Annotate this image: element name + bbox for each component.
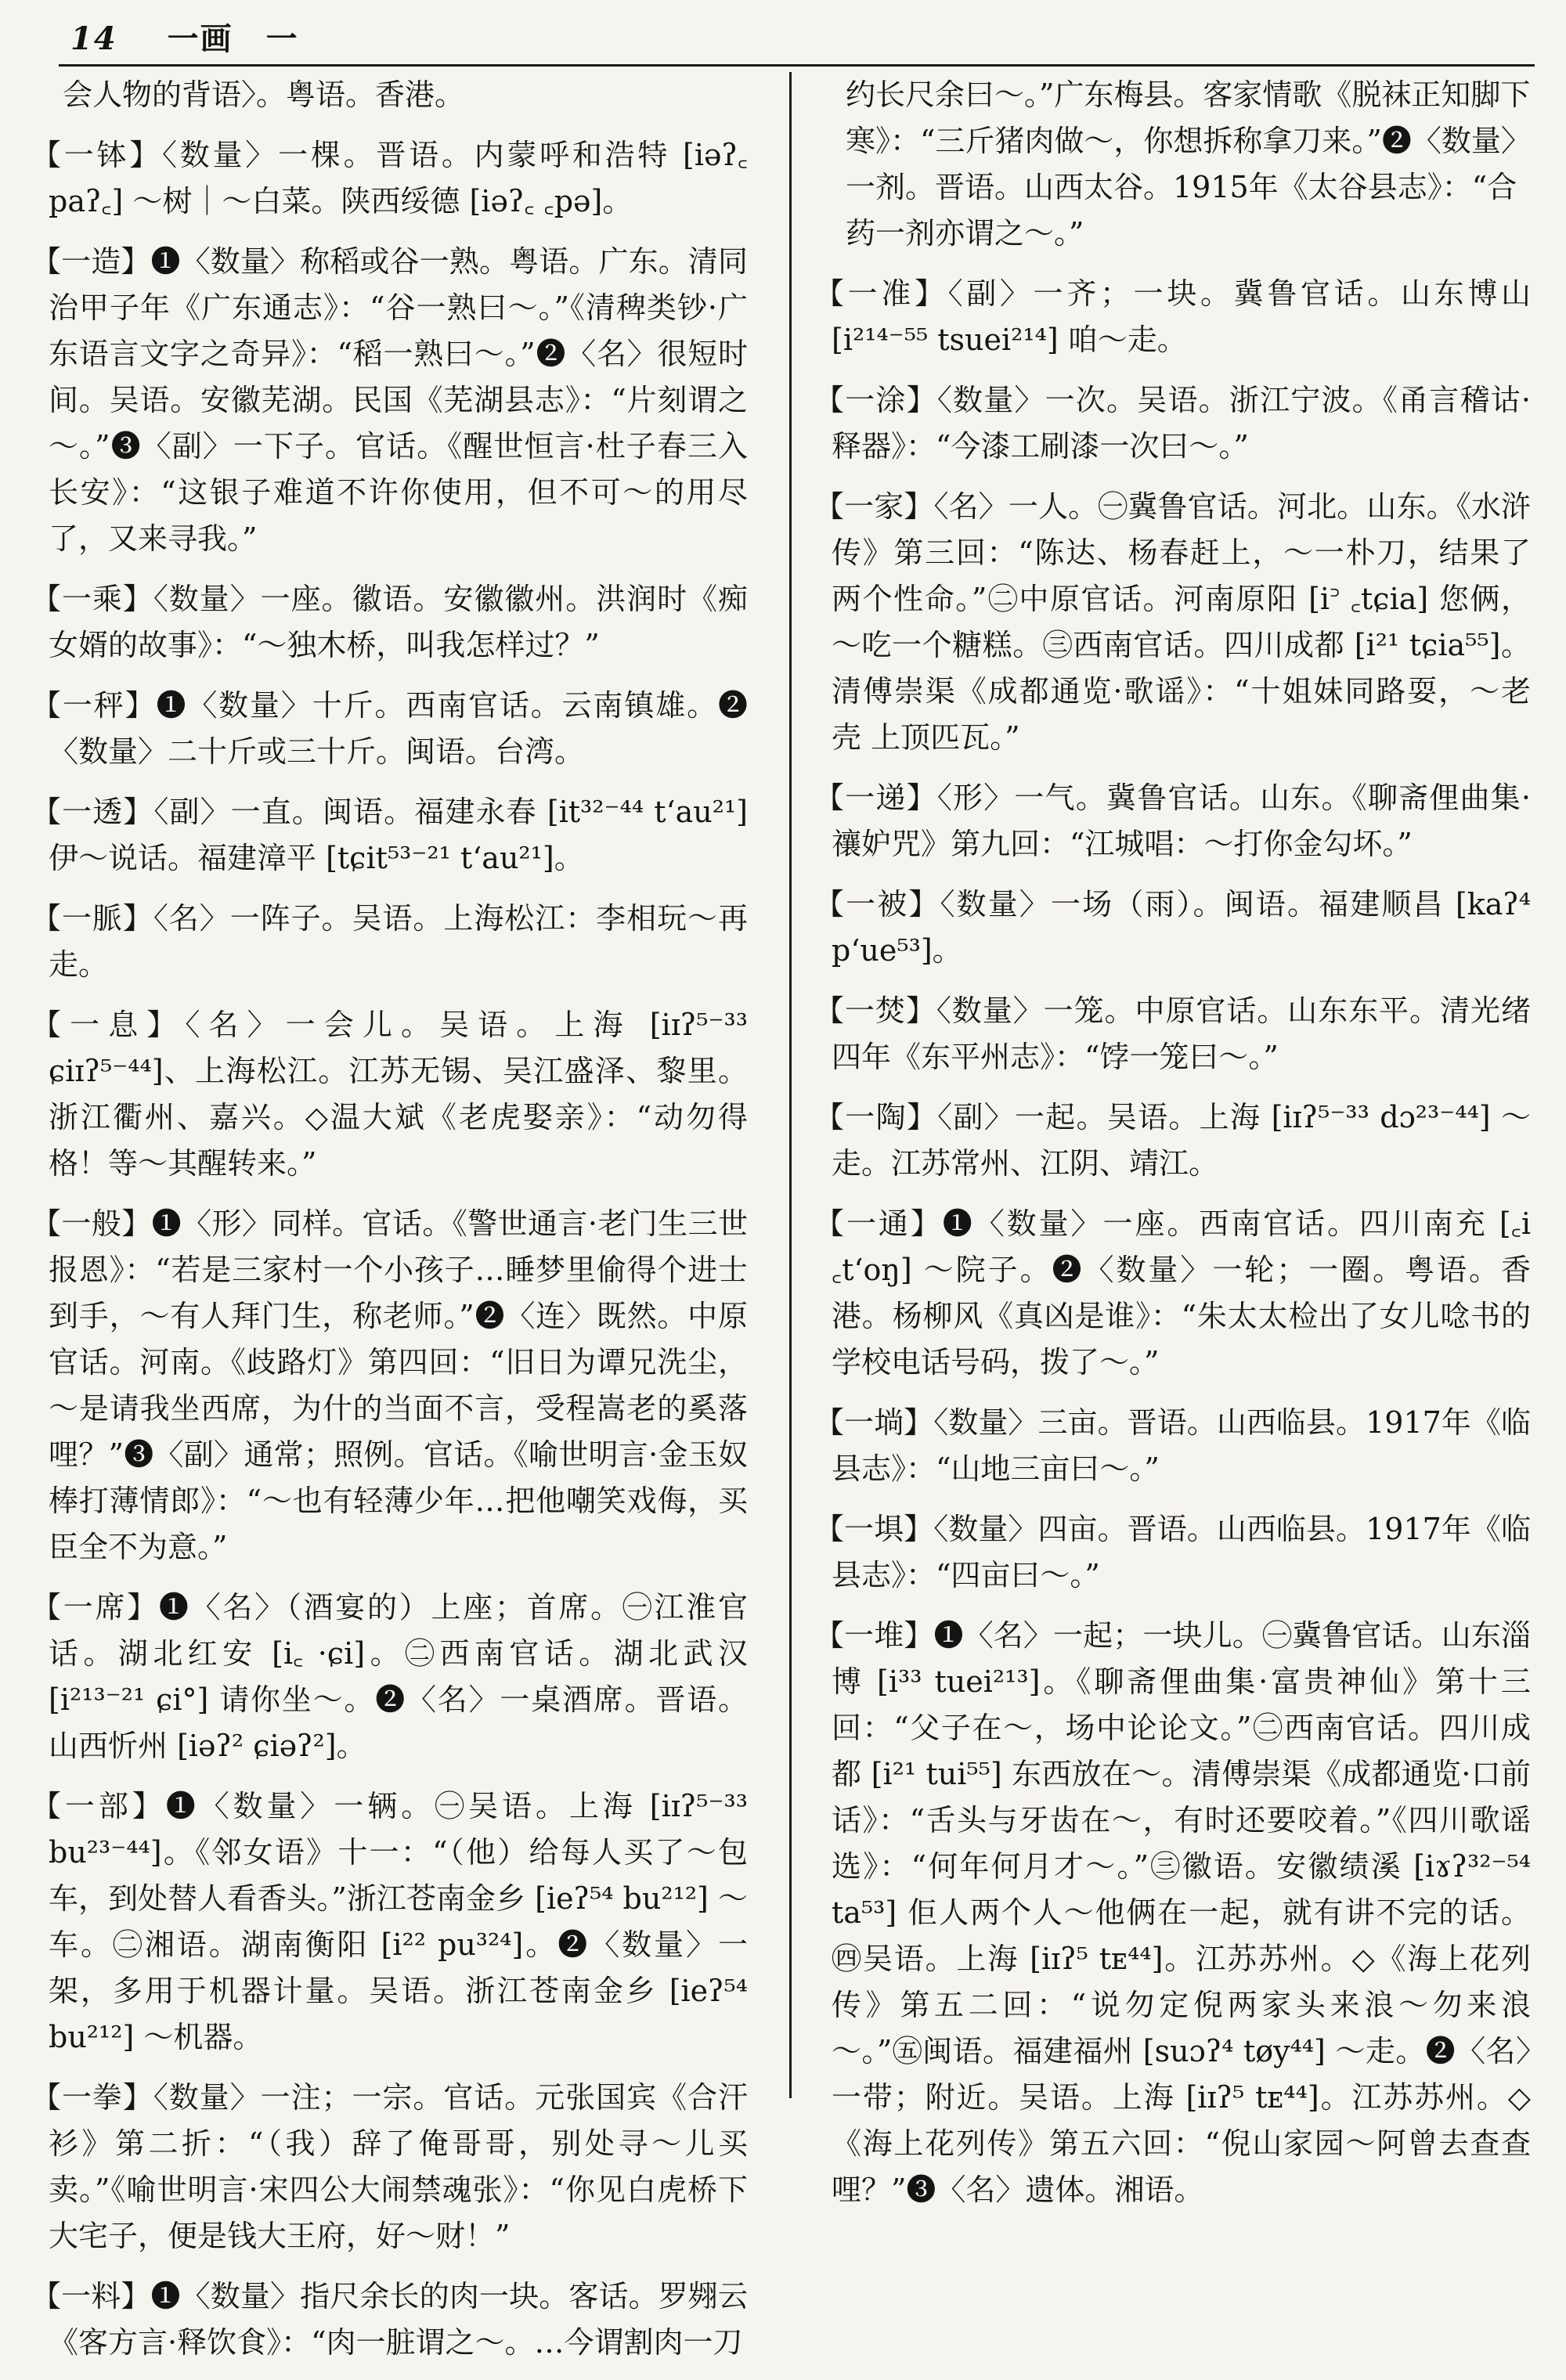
left-column — [31, 72, 748, 2380]
page-number: 14 — [70, 20, 117, 57]
dictionary-entry: 【一部】❶〈数量〉一辆。㊀吴语。上海 [iɪʔ⁵⁻³³ bu²³⁻⁴⁴]。《邻女语》十一：“（他）给每人买了～包车，到处替人看香头。”浙江苍南金乡 [ieʔ⁵⁴ bu²¹²] ～车。㊁湘语。湖南衡阳 [i²² pu³²⁴]。❷〈数量〉一架，多用于机器计量。吴语。浙江苍南金乡 [ieʔ⁵⁴ bu²¹²] ～机器。 — [31, 1789, 748, 2054]
dictionary-entry: 【一通】❶〈数量〉一座。西南官话。四川南充 [꜀i ꜀tʻoŋ] ～院子。❷〈数量〉一轮；一圈。粤语。香港。杨柳风《真凶是谁》：“朱太太检出了女儿唸书的学校电话号码，拨了～。” — [814, 1206, 1531, 1379]
dictionary-entry: 【一钵】〈数量〉一棵。晋语。内蒙呼和浩特 [iəʔ꜀ paʔ꜀] ～树｜～白菜。陕西绥德 [iəʔ꜀ ꜀pə]。 — [31, 138, 748, 218]
dictionary-entry: 【一涂】〈数量〉一次。吴语。浙江宁波。《甬言稽诂·释器》：“今漆工刷漆一次曰～。” — [814, 383, 1531, 463]
column-divider — [789, 72, 792, 2098]
entry-continuation: 约长尺余曰～。”广东梅县。客家情歌《脱袜正知脚下寒》：“三斤猪肉做～，你想拆称拿刀来。”❷〈数量〉一剂。晋语。山西太谷。1915年《太谷县志》：“合药一剂亦谓之～。” — [846, 78, 1531, 251]
entry-continuation: 会人物的背语〉。粤语。香港。 — [63, 78, 465, 112]
header-rule — [59, 64, 1535, 67]
right-column — [814, 72, 1531, 2227]
dictionary-entry: 【一埫】〈数量〉三亩。晋语。山西临县。1917年《临县志》：“山地三亩曰～。” — [814, 1405, 1531, 1486]
dictionary-entry: 【一焚】〈数量〉一笼。中原官话。山东东平。清光绪四年《东平州志》：“饽一笼曰～。” — [814, 993, 1531, 1074]
section-title: 一画 一 — [167, 20, 299, 57]
dictionary-entry: 【一准】〈副〉一齐；一块。冀鲁官话。山东博山 [i²¹⁴⁻⁵⁵ tsuei²¹⁴] 咱～走。 — [814, 276, 1531, 357]
dictionary-entry: 【一陶】〈副〉一起。吴语。上海 [iɪʔ⁵⁻³³ dɔ²³⁻⁴⁴] ～走。江苏常州、江阴、靖江。 — [814, 1100, 1531, 1181]
dictionary-entry: 【一乘】〈数量〉一座。徽语。安徽徽州。洪润时《痴女婿的故事》：“～独木桥，叫我怎样过？” — [31, 582, 748, 662]
page-header — [70, 14, 299, 59]
dictionary-entry: 【一秤】❶〈数量〉十斤。西南官话。云南镇雄。❷〈数量〉二十斤或三十斤。闽语。台湾。 — [31, 688, 748, 769]
dictionary-entry: 【一递】〈形〉一气。冀鲁官话。山东。《聊斋俚曲集·禳妒咒》第九回：“江城唱：～打你金勾坏。” — [814, 781, 1531, 861]
dictionary-entry: 【一家】〈名〉一人。㊀冀鲁官话。河北。山东。《水浒传》第三回：“陈达、杨春赶上，～一朴刀，结果了两个性命。”㊁中原官话。河南原阳 [i꜄ ꜀tɕia] 您俩，～吃一个糖糕。㊂西南官话。四川成都 [i²¹ tɕia⁵⁵]。清傅崇渠《成都通览·歌谣》：“十姐妹同路耍，～老 壳 上顶匹瓦。” — [814, 489, 1531, 755]
dictionary-entry: 【一拳】〈数量〉一注；一宗。官话。元张国宾《合汗衫》第二折：“（我）辞了俺哥哥，别处寻～儿买卖。”《喻世明言·宋四公大闹禁魂张》：“你见白虎桥下大宅子，便是钱大王府，好～财！” — [31, 2080, 748, 2253]
dictionary-entry: 【一透】〈副〉一直。闽语。福建永春 [it³²⁻⁴⁴ tʻau²¹] 伊～说话。福建漳平 [tɕit⁵³⁻²¹ tʻau²¹]。 — [31, 795, 748, 875]
dictionary-entry: 【一般】❶〈形〉同样。官话。《警世通言·老门生三世报恩》：“若是三家村一个小孩子…睡梦里偷得个进士到手，～有人拜门生，称老师。”❷〈连〉既然。中原官话。河南。《歧路灯》第四回：“旧日为谭兄洗尘，～是请我坐西席，为什的当面不言，受程嵩老的奚落哩？”❸〈副〉通常；照例。官话。《喻世明言·金玉奴棒打薄情郎》：“～也有轻薄少年…把他嘲笑戏侮，买臣全不为意。” — [31, 1206, 748, 1564]
dictionary-entry: 【一造】❶〈数量〉称稻或谷一熟。粤语。广东。清同治甲子年《广东通志》：“谷一熟曰～。”《清稗类钞·广东语言文字之奇异》：“稻一熟曰～。”❷〈名〉很短时间。吴语。安徽芜湖。民国《芜湖县志》：“片刻谓之～。”❸〈副〉一下子。官话。《醒世恒言·杜子春三入长安》：“这银子难道不许你使用，但不可～的用尽了，又来寻我。” — [31, 244, 748, 556]
dictionary-entry: 【一料】❶〈数量〉指尺余长的肉一块。客话。罗翙云《客方言·释饮食》：“肉一脏谓之～。…今谓割肉一刀 — [31, 2279, 748, 2360]
dictionary-entry: 【一被】〈数量〉一场（雨）。闽语。福建顺昌 [kaʔ⁴ pʻue⁵³]。 — [814, 887, 1531, 968]
dictionary-entry: 【一席】❶〈名〉（酒宴的）上座；首席。㊀江淮官话。湖北红安 [i꜀ ·ɕi]。㊁西南官话。湖北武汉 [i²¹³⁻²¹ ɕi°] 请你坐～。❷〈名〉一桌酒席。晋语。山西忻州 [iəʔ² ɕiəʔ²]。 — [31, 1590, 748, 1763]
dictionary-entry: 【一息】〈名〉一会儿。吴语。上海 [iɪʔ⁵⁻³³ ɕiɪʔ⁵⁻⁴⁴]、上海松江。江苏无锡、吴江盛泽、黎里。浙江衢州、嘉兴。◇温大斌《老虎娶亲》：“动勿得格！等～其醒转来。” — [31, 1008, 748, 1181]
dictionary-entry: 【一埧】〈数量〉四亩。晋语。山西临县。1917年《临县志》：“四亩曰～。” — [814, 1512, 1531, 1592]
dictionary-entry: 【一堆】❶〈名〉一起；一块儿。㊀冀鲁官话。山东淄博 [i³³ tuei²¹³]。《聊斋俚曲集·富贵神仙》第十三回：“父子在～，场中论论文。”㊁西南官话。四川成都 [i²¹ tui⁵⁵] 东西放在～。清傅崇渠《成都通览·口前话》：“舌头与牙齿在～，有时还要咬着。”《四川歌谣选》：“何年何月才～。”㊂徽语。安徽绩溪 [iɤʔ³²⁻⁵⁴ ta⁵³] 佢人两个人～他俩在一起，就有讲不完的话。㊃吴语。上海 [iɪʔ⁵ tᴇ⁴⁴]。江苏苏州。◇《海上花列传》第五二回：“说勿定倪两家头来浪～勿来浪～。”㊄闽语。福建福州 [suɔʔ⁴ tøy⁴⁴] ～走。❷〈名〉一带；附近。吴语。上海 [iɪʔ⁵ tᴇ⁴⁴]。江苏苏州。◇《海上花列传》第五六回：“倪山家园～阿曾去查查哩？”❸〈名〉遗体。湘语。 — [814, 1618, 1531, 2207]
dictionary-entry: 【一脈】〈名〉一阵子。吴语。上海松江：李相玩～再走。 — [31, 901, 748, 982]
